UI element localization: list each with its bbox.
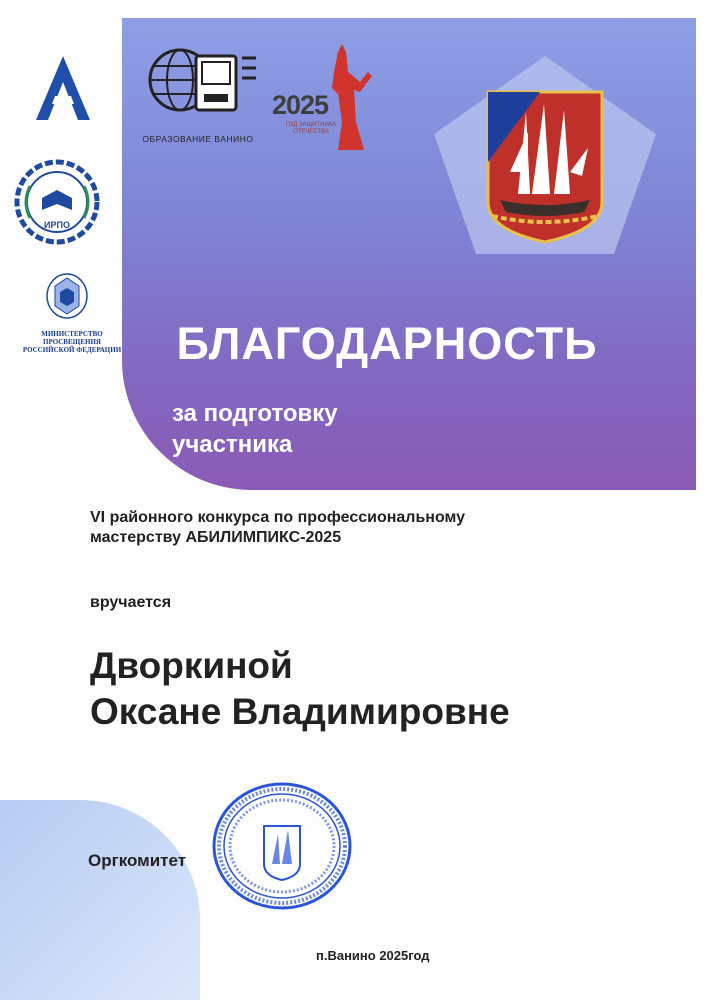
coat-of-arms [430,52,660,258]
abilympics-logo [28,52,98,124]
year-2025-logo [268,42,386,154]
irpo-logo [12,158,102,246]
contest-line2: мастерству АБИЛИМПИКС-2025 [90,529,342,546]
subtitle-line2: участника [172,431,293,458]
corner-decoration [0,800,200,1000]
contest-line1: VI районного конкурса по профессиональному [90,509,466,526]
year-caption: ГОД ЗАЩИТНИКА ОТЕЧЕСТВА [285,122,337,135]
irpo-label: ИРПО [44,220,70,230]
ministry-line1: МИНИСТЕРСТВО ПРОСВЕЩЕНИЯ [41,330,103,346]
organizer-label: Оргкомитет [88,851,187,870]
certificate-title: БЛАГОДАРНОСТЬ [176,318,598,369]
obrazovanie-vanino-logo [130,42,266,150]
awarded-label: вручается [90,594,172,611]
contest-description [90,508,610,548]
recipient-name-line1: Дворкиной [90,645,293,686]
ministry-line2: РОССИЙСКОЙ ФЕДЕРАЦИИ [22,346,122,354]
place-and-date: п.Ванино 2025год [316,948,430,963]
obrazovanie-caption: ОБРАЗОВАНИЕ ВАНИНО [142,134,254,144]
year-label: 2025 [272,90,329,120]
official-seal [210,780,354,912]
subtitle-line1: за подготовку [172,400,338,427]
certificate-subtitle [172,398,338,460]
recipient-name [90,643,510,735]
recipient-name-line2: Оксане Владимировне [90,691,510,732]
